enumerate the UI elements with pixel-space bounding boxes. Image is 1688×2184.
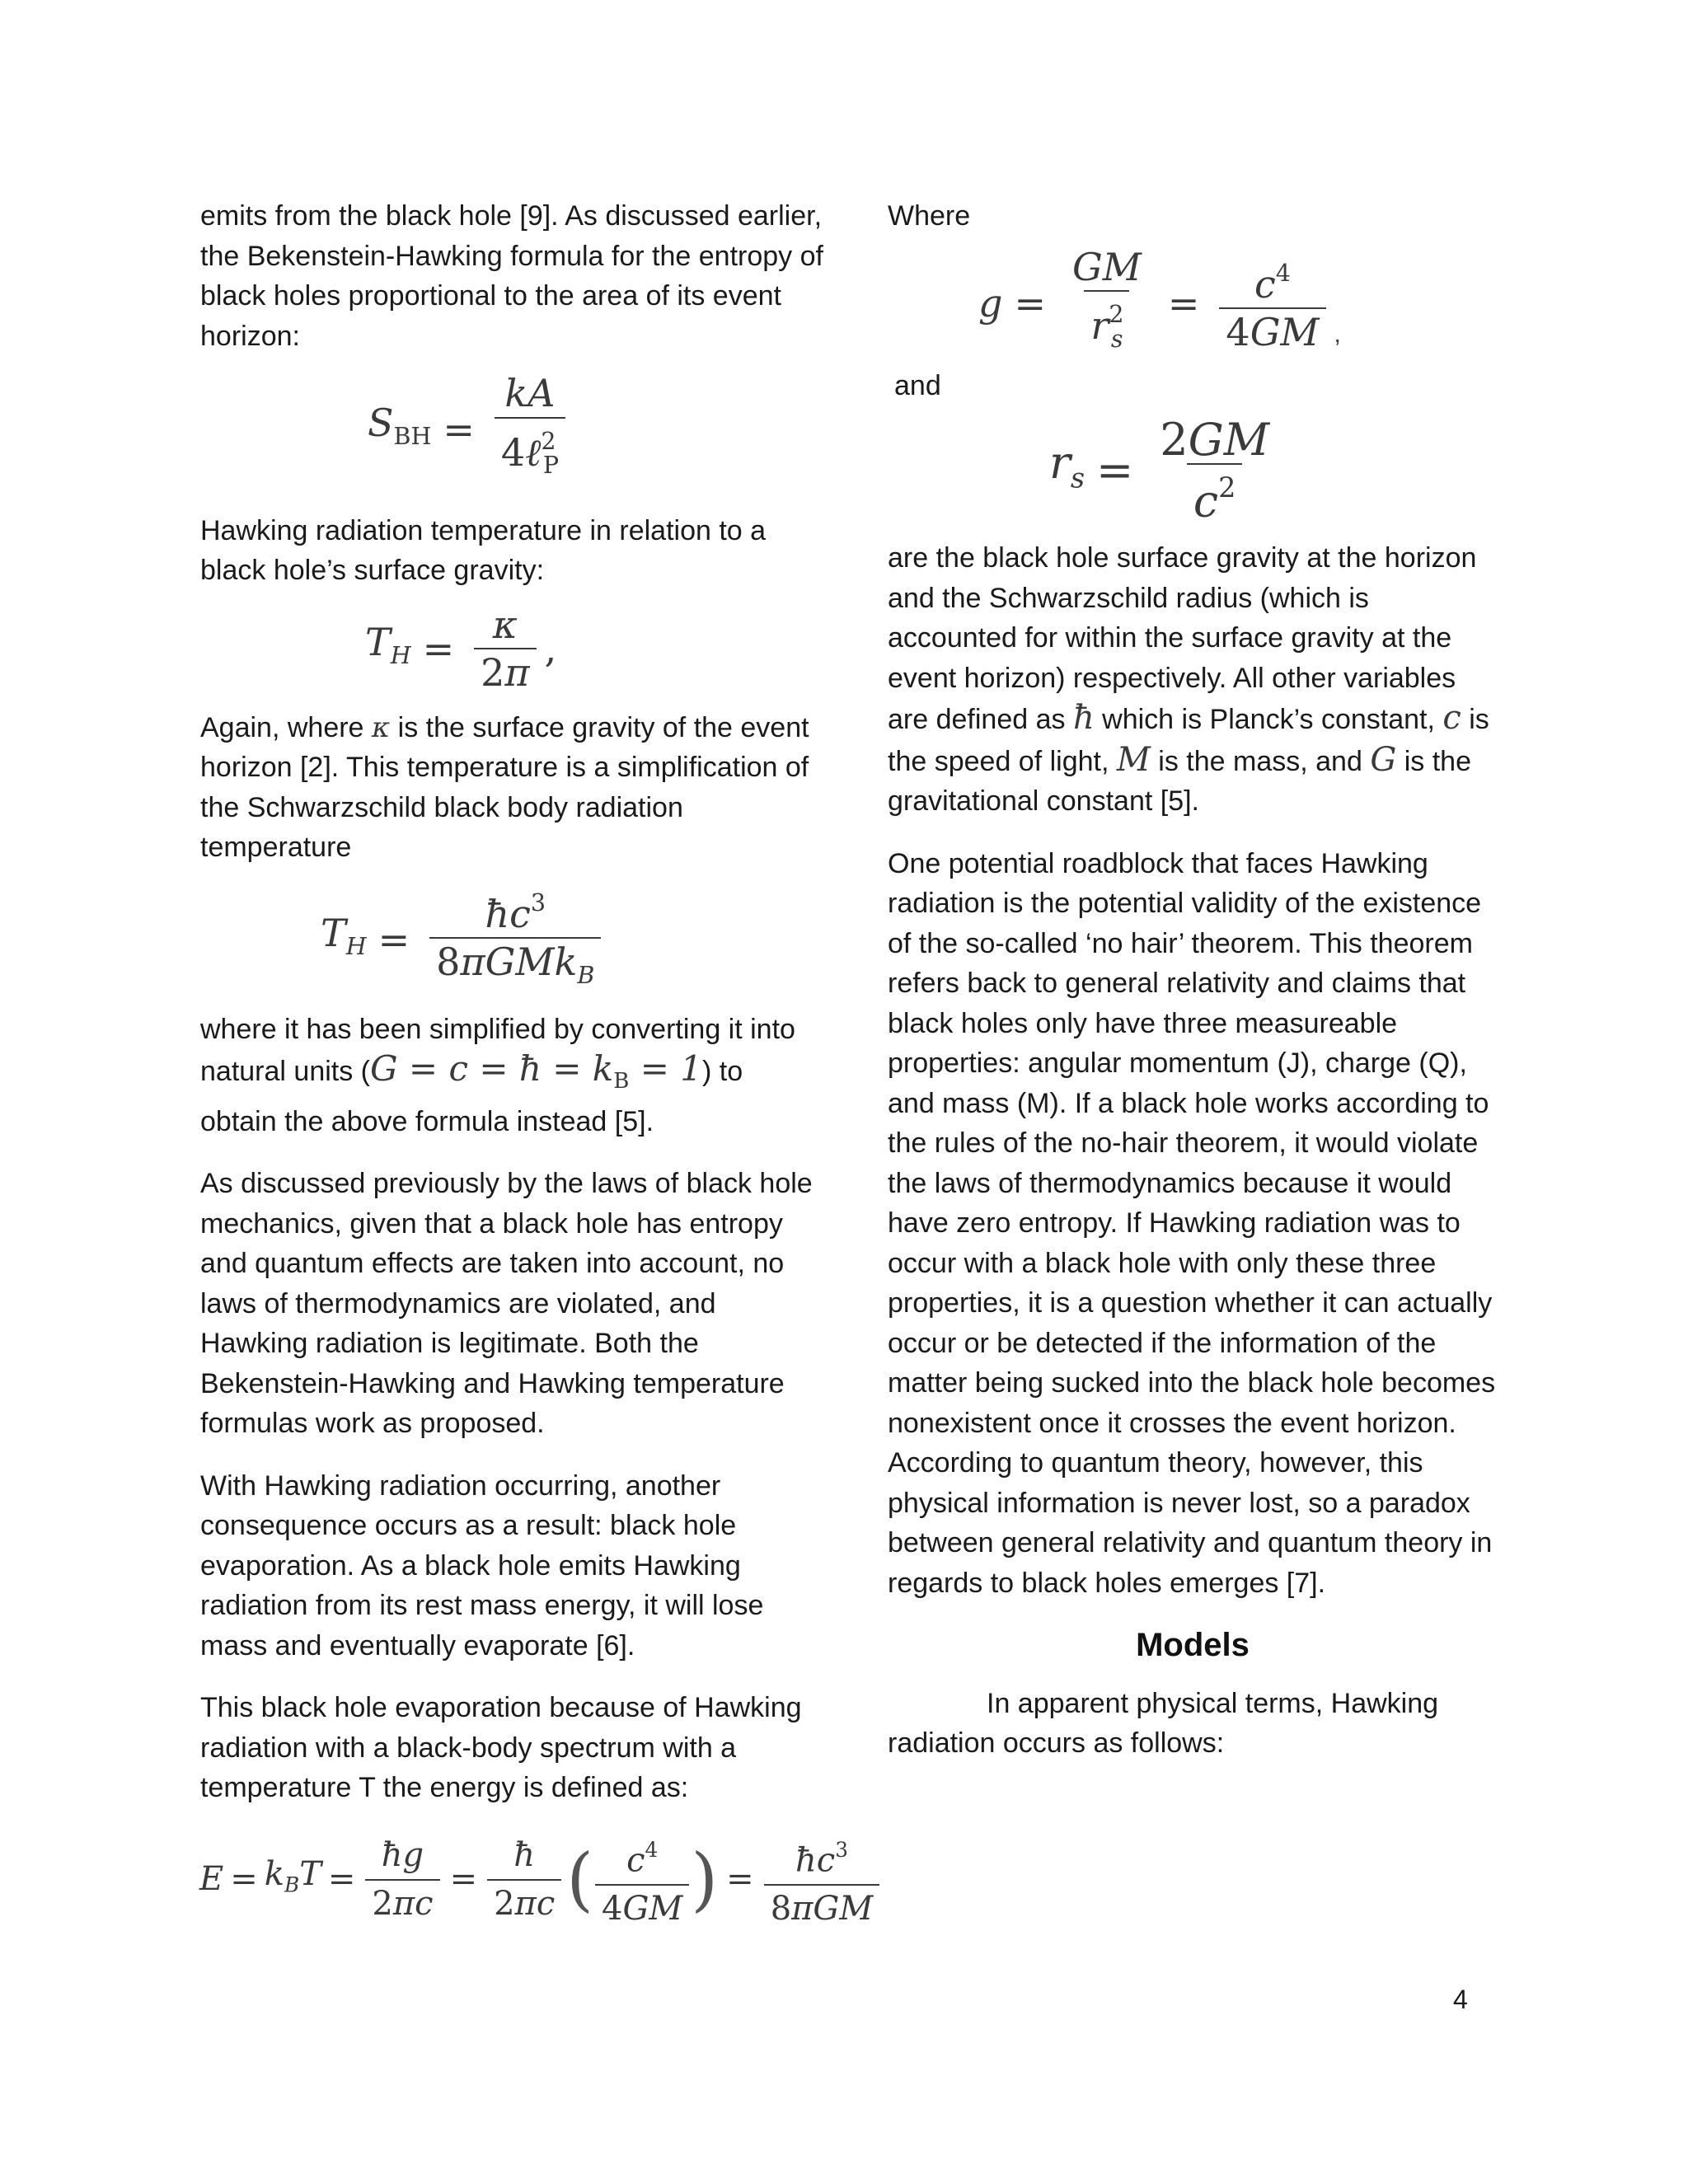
page-number: 4 [1453, 1985, 1468, 2014]
text-span: is the mass, and [1150, 745, 1371, 777]
paragraph: Where [888, 200, 971, 232]
section-heading: Models [1136, 1627, 1250, 1664]
paragraph: In apparent physical terms, Hawking radiation occurs as follows: [888, 1687, 1439, 1760]
natural-units-formula: G = c = ħ = $k_B = 1$ [370, 1048, 703, 1094]
schwarzschild-radius-equation: $r_s$ = $\frac{2GM}{c^2}$ [1049, 413, 1270, 527]
paragraph [200, 1010, 827, 1142]
paragraph: With Hawking radiation occurring, another consequence occurs as a result: black hole evaporation. As a black hole emits Hawking radiation from its rest mass energy, it will lose mass and eventually evaporate [6]. [200, 1469, 764, 1661]
c-symbol: c [1442, 699, 1461, 738]
text-span: ) to obtain the above formula instead [5]. [200, 1056, 743, 1137]
left-column [199, 196, 874, 1929]
text-span: are the black hole surface gravity at the horizon and the Schwarzschild radius (which is accounted for within the surface gravity at the event horizon) respectively. All other variables are defined as [888, 542, 1477, 736]
paragraph: This black hole evaporation because of Hawking radiation with a black-body spectrum with a temperature T the energy is defined as: [200, 1692, 802, 1804]
entropy-equation: $S_{BH}$ = $\frac{kA}{4\ell^2_P}$ [368, 373, 827, 486]
energy-equation: E = $k_BT$ = $\frac{ħg}{2\pi c}$ = $\frac{ħ}{2\pi c}$ ( $\frac{c^4}{4GM}$ ) = $\frac{ħc^3}{\text{8πGM}}$ [199, 1830, 827, 1929]
paragraph: One potential roadblock that faces Hawking radiation is the potential validity of the existence of the so-called ‘no hair’ theorem. This theorem refers back to general relativity and claims that black holes only have three measureable properties: angular momentum (J), charge (Q), and mass (M). If a black hole works according to the rules of the no-hair theorem, it would violate the laws of thermodynamics because it would have zero entropy. If Hawking radiation was to occur with a black hole with only these three properties, it is a question whether it can actually occur or be detected if the information of the matter being sucked into the black hole becomes nonexistent once it crosses the event horizon. According to quantum theory, however, this physical information is never lost, so a paradox between general relativity and quantum theory in regards to black holes emerges [7]. [888, 847, 1496, 1599]
text-span: which is Planck’s constant, [1094, 704, 1443, 736]
g-symbol: G [1370, 740, 1397, 779]
paragraph: Hawking radiation temperature in relation to a black hole’s surface gravity: [200, 514, 767, 587]
text-span: is the speed of light, [888, 704, 1489, 777]
schwarzschild-temperature-equation: $T_H$ = $\frac{ħc^3}{8\pi GMk_B}$ [321, 883, 827, 996]
right-column [888, 196, 1498, 1786]
text-span: is the gravitational constant [5]. [888, 745, 1471, 818]
text-span: Again, where [200, 711, 372, 743]
surface-gravity-equation: g = $\frac{GM}{r^2_s}$ = $\frac{c^4}{4GM}$ , [978, 247, 1498, 360]
text-span: where it has been simplified by converting it into natural units ( [200, 1013, 795, 1088]
hawking-temperature-equation: $T_H$ = $\frac{\kappa}{2\pi}$ , [365, 602, 557, 696]
hbar-symbol: ħ [1072, 699, 1095, 738]
paragraph: As discussed previously by the laws of black hole mechanics, given that a black hole has entropy and quantum effects are taken into account, no laws of thermodynamics are violated, and Hawking radiation is legitimate. Both the Bekenstein-Hawking and Hawking temperature formulas work as proposed. [200, 1168, 813, 1440]
paragraph [200, 708, 827, 868]
kappa-symbol: κ [371, 710, 391, 744]
m-symbol: M [1116, 740, 1151, 779]
paragraph: and [894, 370, 941, 402]
paragraph: emits from the black hole [9]. As discussed earlier, the Bekenstein-Hawking formula for the entropy of black holes proportional to the area of its event horizon: [200, 200, 823, 352]
text-span: is the surface gravity of the event horizon [2]. This temperature is a simplification of the Schwarzschild black body radiation temperature [200, 711, 809, 864]
paragraph [888, 538, 1498, 822]
